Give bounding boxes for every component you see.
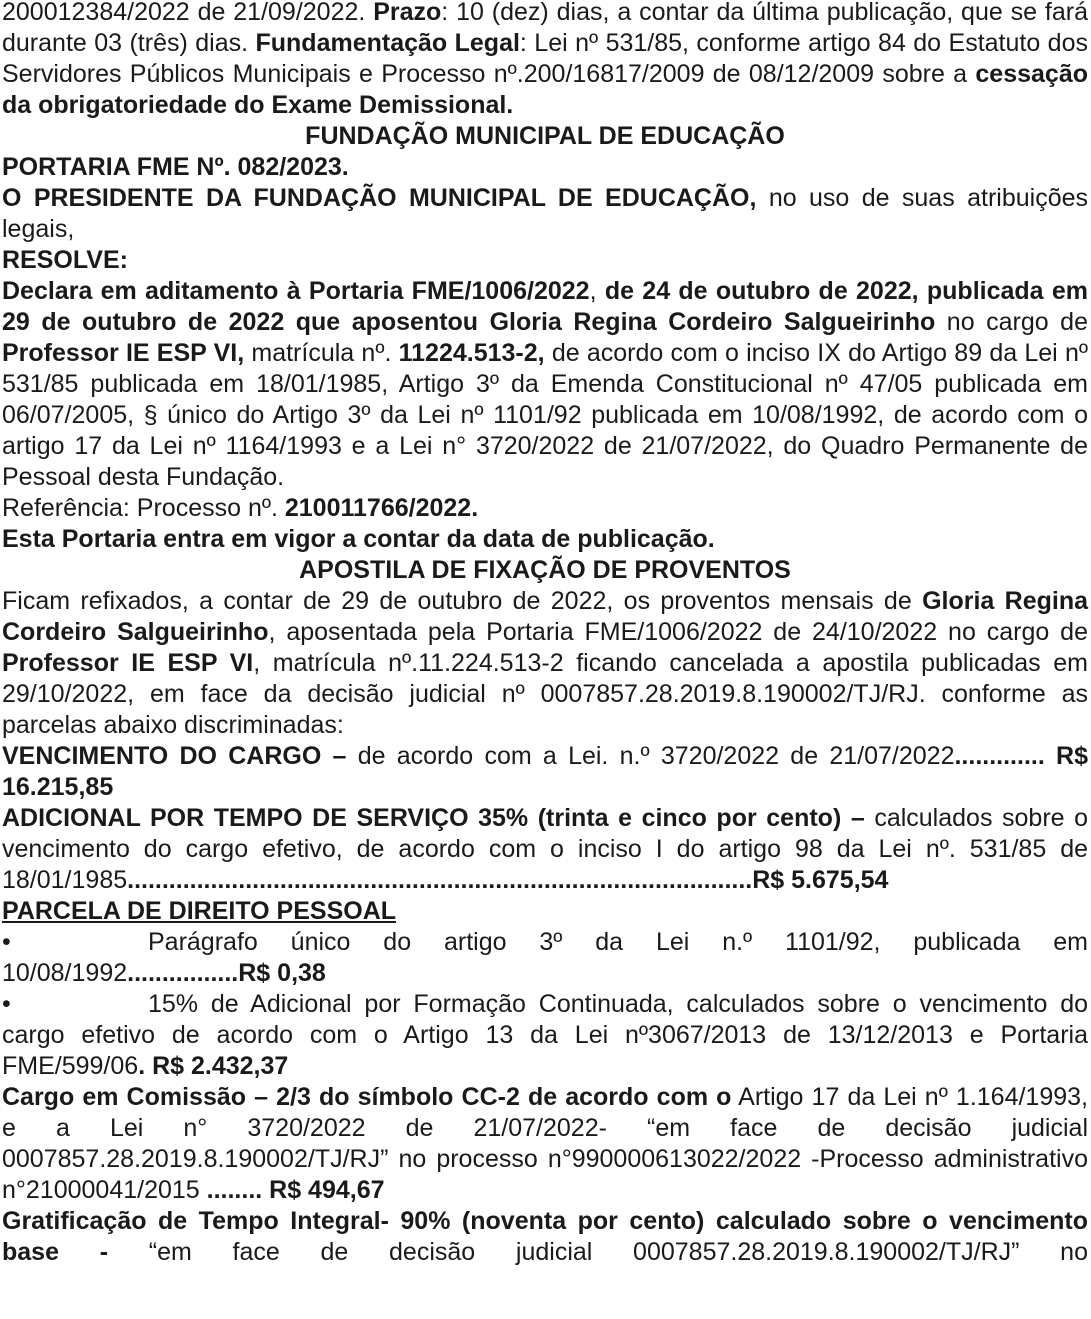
intro-text-3: : Lei nº 531/85, conforme artigo 84 do Estatuto dos Servidores Públicos Municipais e Processo nº.200/16817/2009 de 08/12/2009 sobre a [2, 29, 1088, 88]
declara-text-4: de acordo com o inciso IX do Artigo 89 da Lei nº 531/85 publicada em 18/01/1985, Artigo 3º da Emenda Constitucional nº 47/05 publicada em 06/07/2005, § único do Artigo 3º da Lei nº 1101/92 publicada em 10/08/1992, de acordo com o artigo 17 da Lei nº 1164/1993 e a Lei n° 3720/2022 de 21/07/2022, do Quadro Permanente de Pessoal desta Fundação. [2, 339, 1088, 491]
referencia-text: Referência: Processo nº. [2, 494, 285, 522]
heading-apostila: APOSTILA DE FIXAÇÃO DE PROVENTOS [299, 556, 791, 584]
vencimento-paragraph [2, 741, 1088, 803]
president-paragraph [2, 183, 1088, 245]
heading-fme: FUNDAÇÃO MUNICIPAL DE EDUCAÇÃO [305, 122, 785, 150]
declara-paragraph [2, 276, 1088, 493]
ficam-bold-name: Gloria Regina Cordeiro Salgueirinho [2, 587, 1088, 646]
cargo-paragraph [2, 1082, 1088, 1206]
bullet-item-1 [2, 927, 1088, 989]
declara-bold-matricula: 11224.513-2, [398, 339, 545, 367]
adicional-value: ..........................................................................................R$ 5.675,54 [127, 866, 889, 894]
bullet-item-2 [2, 989, 1088, 1082]
vencimento-value: ............. R$ 16.215,85 [2, 742, 1088, 801]
president-text: no uso de suas atribuições legais, [2, 184, 1088, 243]
vigor-paragraph: Esta Portaria entra em vigor a contar da data de publicação. [2, 525, 715, 553]
declara-text-3: matrícula nº. [244, 339, 399, 367]
adicional-text: calculados sobre o vencimento do cargo efetivo, de acordo com o inciso I do artigo 98 da Lei nº. 531/85 de 18/01/1985 [2, 804, 1089, 894]
bullet-marker: • [2, 928, 11, 956]
intro-paragraph [2, 0, 1088, 121]
referencia-bold: 210011766/2022. [284, 494, 479, 522]
bullet-2-text: 15% de Adicional por Formação Continuada, calculados sobre o vencimento do cargo efetivo de acordo com o Artigo 13 da Lei nº3067/2013 de 13/12/2013 e Portaria FME/599/06 [2, 990, 1088, 1080]
bullet-2-value: . R$ 2.432,37 [138, 1052, 289, 1080]
bullet-marker: • [2, 990, 11, 1018]
president-bold: O PRESIDENTE DA FUNDAÇÃO MUNICIPAL DE EDUCAÇÃO, [2, 184, 757, 212]
cargo-bold: Cargo em Comissão – 2/3 do símbolo CC-2 de acordo com o [2, 1083, 732, 1111]
declara-bold-1: Declara em aditamento à Portaria FME/1006/2022 [2, 277, 590, 305]
resolve-label: RESOLVE: [2, 246, 128, 274]
parcela-heading: PARCELA DE DIREITO PESSOAL [2, 897, 397, 925]
adicional-paragraph [2, 803, 1088, 896]
declara-bold-2: de 24 de outubro de 2022, publicada em 29 de outubro de 2022 que aposentou Gloria Regina Cordeiro Salgueirinho [2, 277, 1088, 336]
intro-bold-fundamentacao: Fundamentação Legal [255, 29, 520, 57]
intro-bold-prazo: Prazo [373, 0, 442, 26]
adicional-bold: ADICIONAL POR TEMPO DE SERVIÇO 35% (trinta e cinco por cento) – [2, 804, 865, 832]
ficam-text-1: Ficam refixados, a contar de 29 de outubro de 2022, os proventos mensais de [2, 587, 923, 615]
portaria-number: PORTARIA FME Nº. 082/2023. [2, 153, 349, 181]
bullet-1-value: ................R$ 0,38 [127, 959, 326, 987]
vencimento-text: de acordo com a Lei. n.º 3720/2022 de 21/07/2022 [346, 742, 955, 770]
gratificacao-bold: Gratificação de Tempo Integral- 90% (noventa por cento) calculado sobre o vencimento base - [2, 1207, 1088, 1266]
gratificacao-paragraph [2, 1206, 1088, 1268]
intro-text-2: : 10 (dez) dias, a contar da última publicação, que se fará durante 03 (três) dias. [2, 0, 1088, 57]
cargo-text: Artigo 17 da Lei nº 1.164/1993, e a Lei n° 3720/2022 de 21/07/2022- “em face de decisão judicial 0007857.28.2019.8.190002/TJ/RJ” no processo n°990000613022/2022 -Processo administrativo n°21000041/2015 [2, 1083, 1088, 1204]
intro-text-1: 200012384/2022 de 21/09/2022. [2, 0, 374, 26]
cargo-value: ........ R$ 494,67 [206, 1176, 385, 1204]
bullet-1-text: Parágrafo único do artigo 3º da Lei n.º 1101/92, publicada em 10/08/1992 [2, 928, 1088, 987]
referencia-paragraph [2, 493, 1088, 524]
ficam-paragraph [2, 586, 1088, 741]
declara-bold-cargo: Professor IE ESP VI, [2, 339, 245, 367]
intro-bold-cessacao: cessação da obrigatoriedade do Exame Demissional. [2, 60, 1088, 119]
gratificacao-text: “em face de decisão judicial 0007857.28.2019.8.190002/TJ/RJ” no [108, 1238, 1088, 1266]
declara-text-2: no cargo de [935, 308, 1088, 336]
vencimento-bold: VENCIMENTO DO CARGO – [2, 742, 347, 770]
ficam-text-3: , matrícula nº.11.224.513-2 ficando cancelada a apostila publicadas em 29/10/2022, em face da decisão judicial nº 0007857.28.2019.8.190002/TJ/RJ. conforme as parcelas abaixo discriminadas: [2, 649, 1088, 739]
ficam-bold-cargo: Professor IE ESP VI [2, 649, 254, 677]
declara-text-1: , [589, 277, 605, 305]
ficam-text-2: , aposentada pela Portaria FME/1006/2022 de 24/10/2022 no cargo de [268, 618, 1088, 646]
